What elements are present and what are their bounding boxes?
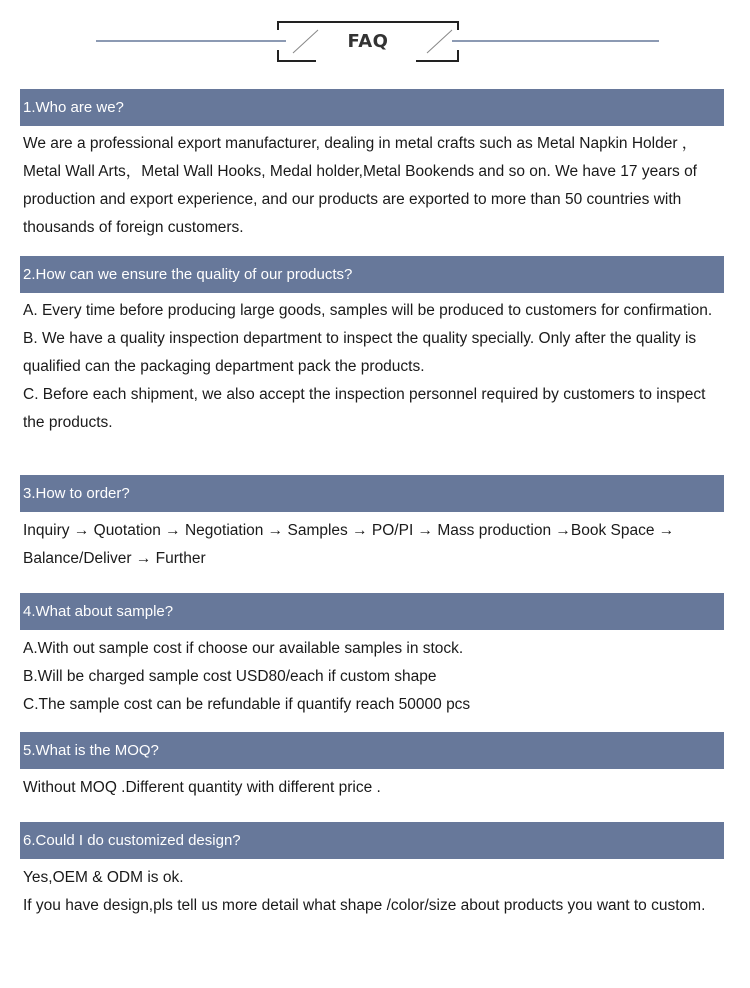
answer-line-a: A. Every time before producing large goods, samples will be produced to customers for confirmation.	[23, 302, 713, 319]
faq-answer-5	[23, 774, 723, 802]
faq-header	[0, 0, 750, 70]
answer-text: Without MOQ .Different quantity with different price .	[23, 779, 381, 796]
faq-question-6: 6.Could I do customized design?	[20, 822, 724, 859]
faq-answer-4	[23, 635, 723, 719]
faq-answer-1	[23, 130, 723, 242]
faq-question-3: 3.How to order?	[20, 475, 724, 512]
faq-question-1: 1.Who are we?	[20, 89, 724, 126]
answer-line-b: B. We have a quality inspection department to inspect the quality specially. Only after the quality is qualified can the packaging department pack the products.	[23, 330, 697, 375]
faq-question-5: 5.What is the MOQ?	[20, 732, 724, 769]
answer-text: We are a professional export manufacturer, dealing in metal crafts such as Metal Napkin Holder ，Metal Wall Arts，Metal Wall Hooks, Medal holder,Metal Bookends and so on. We have 17 years of production and export experience, and our products are exported to more than 50 countries with thousands of foreign customers.	[23, 135, 698, 236]
faq-answer-2	[23, 297, 723, 437]
answer-line-c: C. Before each shipment, we also accept the inspection personnel required by customers to inspect the products.	[23, 386, 706, 431]
faq-answer-3	[23, 517, 723, 573]
answer-line-a: A.With out sample cost if choose our available samples in stock.	[23, 640, 464, 657]
faq-question-4: 4.What about sample?	[20, 593, 724, 630]
answer-line-b: B.Will be charged sample cost USD80/each if custom shape	[23, 668, 437, 685]
answer-line-a: Yes,OEM & ODM is ok.	[23, 869, 184, 886]
answer-text: Inquiry → Quotation → Negotiation → Samples → PO/PI → Mass production →Book Space → Balance/Deliver → Further	[23, 522, 675, 567]
answer-line-c: C.The sample cost can be refundable if quantify reach 50000 pcs	[23, 696, 471, 713]
answer-line-b: If you have design,pls tell us more detail what shape /color/size about products you want to custom.	[23, 897, 706, 914]
faq-question-2: 2.How can we ensure the quality of our products?	[20, 256, 724, 293]
faq-answer-6	[23, 864, 723, 920]
page-title: FAQ	[347, 31, 389, 52]
